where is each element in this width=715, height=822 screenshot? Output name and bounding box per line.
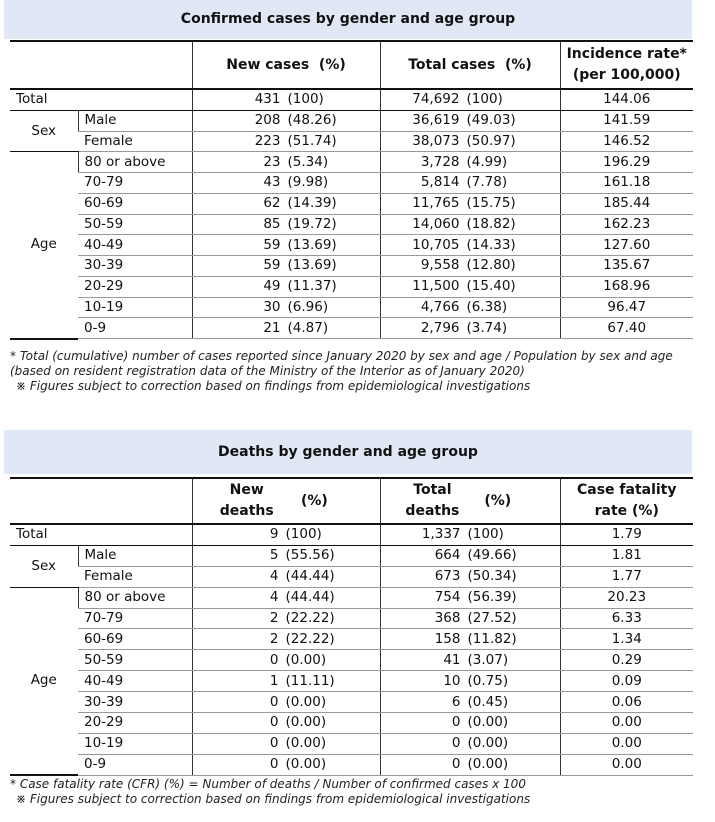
- header-new-deaths-line1: New: [229, 482, 264, 498]
- total-count: 4,766: [420, 298, 460, 315]
- new-count: 59: [263, 257, 281, 274]
- new-percent: (100): [285, 526, 322, 543]
- header-total-deaths: [380, 478, 560, 524]
- table-row: [10, 629, 693, 650]
- total-value-cell: [380, 173, 560, 194]
- total-value-cell: [380, 733, 560, 754]
- total-percent: (56.39): [467, 589, 517, 606]
- new-value-cell: [192, 297, 380, 318]
- total-percent: (3.07): [467, 651, 509, 668]
- table-row: [10, 524, 693, 545]
- new-percent: (55.56): [285, 547, 335, 564]
- total-percent: (6.38): [466, 298, 508, 315]
- new-count: 21: [263, 319, 281, 336]
- new-percent: (44.44): [285, 568, 335, 585]
- deaths-notes: [10, 777, 700, 807]
- header-incidence-rate-line2: (per 100,000): [572, 67, 681, 83]
- row-label: 10-19: [78, 297, 192, 318]
- total-percent: (0.45): [467, 693, 509, 710]
- new-value-cell: [192, 110, 380, 131]
- rate-value: 161.18: [560, 173, 693, 194]
- total-count: 5,814: [420, 174, 460, 191]
- new-value-cell: [192, 587, 380, 608]
- new-percent: (5.34): [287, 153, 329, 170]
- confirmed-cases-title: Confirmed cases by gender and age group: [4, 0, 692, 39]
- new-count: 4: [269, 589, 279, 606]
- total-count: 3,728: [420, 153, 460, 170]
- rate-value: 20.23: [560, 587, 693, 608]
- table-row: [10, 110, 693, 131]
- table-row: [10, 318, 693, 339]
- row-label: 50-59: [78, 214, 192, 235]
- total-count: 10,705: [412, 236, 460, 253]
- total-percent: (50.97): [466, 132, 516, 149]
- header-blank: [10, 41, 192, 89]
- header-new-cases-pct: (%): [318, 57, 346, 73]
- new-count: 223: [254, 132, 281, 149]
- table-row: [10, 692, 693, 713]
- total-count: 368: [434, 610, 461, 626]
- table-row: [10, 671, 693, 692]
- new-value-cell: [192, 566, 380, 587]
- table-row: [10, 131, 693, 152]
- new-count: 9: [269, 526, 279, 543]
- total-value-cell: [380, 110, 560, 131]
- group-label-sex: Sex: [10, 545, 78, 587]
- new-value-cell: [192, 235, 380, 256]
- group-label-total: Total: [10, 89, 192, 110]
- table-row: [10, 152, 693, 173]
- new-value-cell: [192, 608, 380, 629]
- header-new-deaths-pct: (%): [300, 493, 328, 509]
- rate-value: 168.96: [560, 276, 693, 297]
- rate-value: 0.00: [560, 733, 693, 754]
- total-value-cell: [380, 131, 560, 152]
- row-label: Male: [78, 110, 192, 131]
- new-value-cell: [192, 256, 380, 277]
- total-count: 1,337: [421, 526, 461, 543]
- total-count: 36,619: [412, 112, 460, 129]
- new-value-cell: [192, 89, 380, 110]
- total-count: 11,765: [412, 195, 460, 212]
- confirmed-cases-body: [10, 89, 693, 339]
- header-case-fatality-line2: rate (%): [594, 503, 659, 519]
- total-percent: (0.75): [467, 672, 509, 689]
- total-percent: (50.34): [467, 568, 517, 585]
- new-count: 5: [269, 547, 279, 564]
- table-row: [10, 214, 693, 235]
- new-percent: (0.00): [285, 756, 327, 773]
- new-percent: (48.26): [287, 112, 337, 129]
- header-blank: [10, 478, 192, 524]
- total-value-cell: [380, 152, 560, 173]
- table-row: [10, 193, 693, 214]
- total-percent: (49.03): [466, 112, 516, 129]
- confirmed-cases-table: [10, 40, 693, 340]
- row-label: 60-69: [78, 629, 192, 650]
- total-value-cell: [380, 235, 560, 256]
- header-total-cases-label: Total cases: [408, 57, 496, 73]
- total-percent: (27.52): [467, 610, 517, 626]
- total-count: 2,796: [420, 319, 460, 336]
- total-value-cell: [380, 566, 560, 587]
- total-count: 74,692: [412, 91, 460, 108]
- row-label: 70-79: [78, 173, 192, 194]
- total-count: 6: [451, 693, 461, 710]
- rate-value: 135.67: [560, 256, 693, 277]
- total-percent: (7.78): [466, 174, 508, 191]
- new-value-cell: [192, 173, 380, 194]
- total-count: 9,558: [420, 257, 460, 274]
- total-count: 11,500: [412, 278, 460, 295]
- row-label: 30-39: [78, 256, 192, 277]
- new-value-cell: [192, 152, 380, 173]
- new-count: 62: [263, 195, 281, 212]
- row-label: 30-39: [78, 692, 192, 713]
- rate-value: 1.79: [560, 524, 693, 545]
- rate-value: 1.81: [560, 545, 693, 566]
- new-value-cell: [192, 214, 380, 235]
- new-percent: (22.22): [285, 630, 335, 647]
- total-count: 41: [443, 651, 461, 668]
- new-percent: (9.98): [287, 174, 329, 191]
- header-incidence-rate-line1: Incidence rate*: [566, 46, 687, 62]
- new-count: 49: [263, 278, 281, 295]
- new-value-cell: [192, 524, 380, 545]
- row-label: 20-29: [78, 713, 192, 734]
- total-percent: (4.99): [466, 153, 508, 170]
- total-value-cell: [380, 587, 560, 608]
- new-count: 0: [269, 693, 279, 710]
- new-value-cell: [192, 629, 380, 650]
- new-count: 0: [269, 735, 279, 752]
- group-label-age: Age: [10, 587, 78, 775]
- total-value-cell: [380, 608, 560, 629]
- row-label: 40-49: [78, 235, 192, 256]
- rate-value: 141.59: [560, 110, 693, 131]
- header-total-deaths-line1: Total: [413, 482, 452, 498]
- total-percent: (18.82): [466, 215, 516, 232]
- header-total-deaths-pct: (%): [484, 493, 512, 509]
- new-value-cell: [192, 545, 380, 566]
- total-percent: (0.00): [467, 735, 509, 752]
- header-total-cases: [380, 41, 560, 89]
- group-label-age: Age: [10, 152, 78, 339]
- new-count: 2: [269, 630, 279, 647]
- total-percent: (12.80): [466, 257, 516, 274]
- new-value-cell: [192, 754, 380, 775]
- total-value-cell: [380, 692, 560, 713]
- table-row: [10, 608, 693, 629]
- total-percent: (49.66): [467, 547, 517, 564]
- rate-value: 146.52: [560, 131, 693, 152]
- table-row: [10, 545, 693, 566]
- new-percent: (19.72): [287, 215, 337, 232]
- rate-value: 67.40: [560, 318, 693, 339]
- new-count: 0: [269, 756, 279, 773]
- new-percent: (11.11): [285, 672, 335, 689]
- rate-value: 0.09: [560, 671, 693, 692]
- total-value-cell: [380, 193, 560, 214]
- total-count: 0: [451, 735, 461, 752]
- new-value-cell: [192, 276, 380, 297]
- total-count: 664: [434, 547, 461, 564]
- new-value-cell: [192, 713, 380, 734]
- new-value-cell: [192, 193, 380, 214]
- total-value-cell: [380, 754, 560, 775]
- new-count: 43: [263, 174, 281, 191]
- new-percent: (13.69): [287, 257, 337, 274]
- total-percent: (100): [467, 526, 504, 543]
- row-label: 50-59: [78, 650, 192, 671]
- total-percent: (100): [466, 91, 503, 108]
- header-total-deaths-line2: deaths: [405, 503, 460, 519]
- deaths-body: [10, 524, 693, 775]
- note-correction: ※ Figures subject to correction based on findings from epidemiological investigations: [16, 792, 531, 806]
- row-label: 80 or above: [78, 587, 192, 608]
- header-case-fatality-rate: [560, 478, 693, 524]
- new-count: 208: [254, 112, 281, 129]
- total-count: 38,073: [412, 132, 460, 149]
- new-value-cell: [192, 650, 380, 671]
- new-count: 0: [269, 714, 279, 731]
- new-percent: (6.96): [287, 298, 329, 315]
- new-count: 0: [269, 651, 279, 668]
- total-percent: (11.82): [467, 630, 517, 647]
- row-label: 60-69: [78, 193, 192, 214]
- row-label: Female: [78, 131, 192, 152]
- total-count: 10: [443, 672, 461, 689]
- new-value-cell: [192, 131, 380, 152]
- total-percent: (14.33): [466, 236, 516, 253]
- total-value-cell: [380, 256, 560, 277]
- total-count: 673: [434, 568, 461, 585]
- total-count: 14,060: [412, 215, 460, 232]
- total-count: 158: [434, 630, 461, 647]
- row-label: Male: [78, 545, 192, 566]
- total-percent: (0.00): [467, 714, 509, 731]
- total-value-cell: [380, 214, 560, 235]
- new-count: 4: [269, 568, 279, 585]
- header-new-cases: [192, 41, 380, 89]
- new-percent: (51.74): [287, 132, 337, 149]
- rate-value: 0.06: [560, 692, 693, 713]
- note-cfr-definition: * Case fatality rate (CFR) (%) = Number of deaths / Number of confirmed cases x 100: [10, 777, 526, 791]
- row-label: 40-49: [78, 671, 192, 692]
- rate-value: 1.34: [560, 629, 693, 650]
- table-row: [10, 297, 693, 318]
- new-percent: (0.00): [285, 735, 327, 752]
- new-value-cell: [192, 671, 380, 692]
- note-incidence-definition: * Total (cumulative) number of cases reported since January 2020 by sex and age / Population by sex and age (based on resident registration data of the Ministry of the Interior as of January 2020): [10, 349, 673, 378]
- header-new-deaths-line2: deaths: [219, 503, 274, 519]
- group-label-total: Total: [10, 524, 192, 545]
- new-percent: (100): [287, 91, 324, 108]
- new-count: 431: [254, 91, 281, 108]
- row-label: Female: [78, 566, 192, 587]
- rate-value: 162.23: [560, 214, 693, 235]
- row-label: 80 or above: [78, 152, 192, 173]
- deaths-title: Deaths by gender and age group: [4, 430, 692, 474]
- rate-value: 1.77: [560, 566, 693, 587]
- table-row: [10, 235, 693, 256]
- table-row: [10, 89, 693, 110]
- new-count: 23: [263, 153, 281, 170]
- note-correction: ※ Figures subject to correction based on findings from epidemiological investigations: [16, 379, 531, 393]
- table-row: [10, 733, 693, 754]
- total-percent: (3.74): [466, 319, 508, 336]
- total-value-cell: [380, 650, 560, 671]
- table-row: [10, 256, 693, 277]
- new-percent: (13.69): [287, 236, 337, 253]
- total-value-cell: [380, 545, 560, 566]
- new-percent: (0.00): [285, 651, 327, 668]
- new-percent: (22.22): [285, 610, 335, 626]
- table-row: [10, 276, 693, 297]
- new-count: 2: [269, 610, 279, 626]
- row-label: 0-9: [78, 754, 192, 775]
- total-value-cell: [380, 713, 560, 734]
- new-percent: (11.37): [287, 278, 337, 295]
- new-value-cell: [192, 692, 380, 713]
- table-row: [10, 713, 693, 734]
- total-percent: (0.00): [467, 756, 509, 773]
- total-value-cell: [380, 671, 560, 692]
- deaths-table: [10, 477, 693, 776]
- row-label: 20-29: [78, 276, 192, 297]
- new-count: 30: [263, 298, 281, 315]
- total-value-cell: [380, 629, 560, 650]
- table-row: [10, 566, 693, 587]
- table-row: [10, 173, 693, 194]
- total-count: 0: [451, 714, 461, 731]
- confirmed-cases-notes: [10, 349, 700, 394]
- header-total-cases-pct: (%): [504, 57, 532, 73]
- new-count: 85: [263, 215, 281, 232]
- rate-value: 185.44: [560, 193, 693, 214]
- header-new-cases-label: New cases: [226, 57, 310, 73]
- new-percent: (4.87): [287, 319, 329, 336]
- new-percent: (44.44): [285, 589, 335, 606]
- new-percent: (14.39): [287, 195, 337, 212]
- total-count: 0: [451, 756, 461, 773]
- new-percent: (0.00): [285, 714, 327, 731]
- new-value-cell: [192, 318, 380, 339]
- total-value-cell: [380, 276, 560, 297]
- total-value-cell: [380, 89, 560, 110]
- total-value-cell: [380, 524, 560, 545]
- total-value-cell: [380, 318, 560, 339]
- row-label: 0-9: [78, 318, 192, 339]
- rate-value: 6.33: [560, 608, 693, 629]
- rate-value: 196.29: [560, 152, 693, 173]
- new-percent: (0.00): [285, 693, 327, 710]
- total-percent: (15.75): [466, 195, 516, 212]
- total-count: 754: [434, 589, 461, 606]
- header-new-deaths: [192, 478, 380, 524]
- rate-value: 96.47: [560, 297, 693, 318]
- new-count: 59: [263, 236, 281, 253]
- total-value-cell: [380, 297, 560, 318]
- rate-value: 0.29: [560, 650, 693, 671]
- row-label: 10-19: [78, 733, 192, 754]
- table-row: [10, 650, 693, 671]
- rate-value: 0.00: [560, 713, 693, 734]
- header-case-fatality-line1: Case fatality: [576, 482, 677, 498]
- table-row: [10, 754, 693, 775]
- new-count: 1: [269, 672, 279, 689]
- rate-value: 144.06: [560, 89, 693, 110]
- new-value-cell: [192, 733, 380, 754]
- total-percent: (15.40): [466, 278, 516, 295]
- row-label: 70-79: [78, 608, 192, 629]
- rate-value: 0.00: [560, 754, 693, 775]
- group-label-sex: Sex: [10, 110, 78, 152]
- table-row: [10, 587, 693, 608]
- header-incidence-rate: [560, 41, 693, 89]
- rate-value: 127.60: [560, 235, 693, 256]
